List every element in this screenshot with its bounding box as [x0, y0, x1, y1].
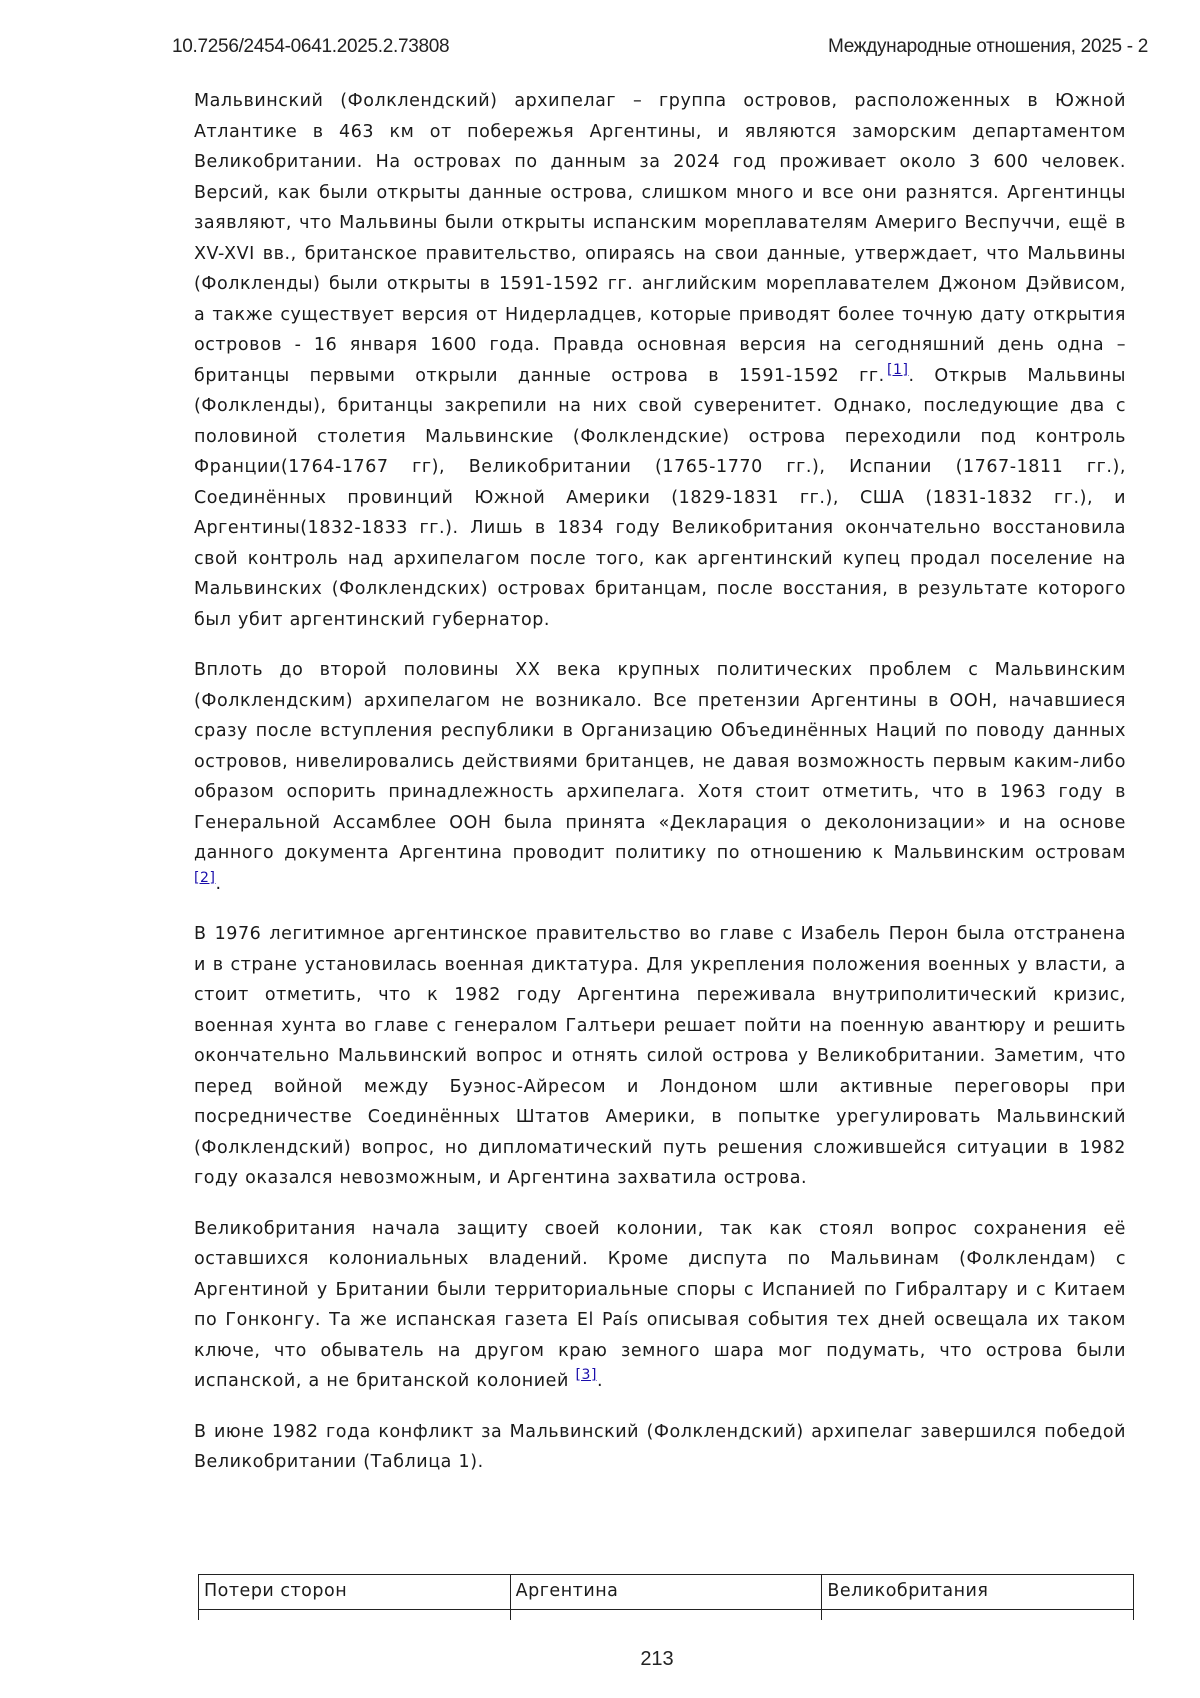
- table-row: [199, 1610, 1134, 1621]
- doi-label: 10.7256/2454-0641.2025.2.73808: [172, 36, 449, 58]
- table-header-cell: Аргентина: [510, 1575, 822, 1610]
- table-header-cell: Великобритания: [822, 1575, 1134, 1610]
- table-header-cell: Потери сторон: [199, 1575, 511, 1610]
- table-header-row: [199, 1575, 1134, 1610]
- page-number: 213: [0, 1648, 1200, 1671]
- footnote-link-3[interactable]: [3]: [576, 1367, 597, 1383]
- losses-table: [198, 1574, 1134, 1620]
- running-header: [172, 36, 1148, 58]
- paragraph: Мальвинский (Фолклендский) архипелаг – группа островов, расположенных в Южной Атлантике в 463 км от побережья Аргентины, и являются заморским департаментом Великобритании. На островах по данным за 2024 год проживает около 3 600 человек. Версий, как были открыты данные острова, слишком много и все они разнятся. Аргентинцы заявляют, что Мальвины были открыты испанским мореплавателям Америго Веспуччи, ещё в XV-XVI вв., британское правительство, опираясь на свои данные, утверждает, что Мальвины (Фолкленды) были открыты в 1591-1592 гг. английским мореплавателем Джоном Дэйвисом, а также существует версия от Нидерладцев, которые приводят более точную дату открытия островов - 16 января 1600 года. Правда основная версия на сегодняшний день одна – британцы первыми открыли данные острова в 1591-1592 гг. [1]. Открыв Мальвины (Фолкленды), британцы закрепили на них свой суверенитет. Однако, последующие два с половиной столетия Мальвинские (Фолклендские) острова переходили под контроль Франции(1764-1767 гг), Великобритании (1765-1770 гг.), Испании (1767-1811 гг.), Соединённых провинций Южной Америки (1829-1831 гг.), США (1831-1832 гг.), и Аргентины(1832-1833 гг.). Лишь в 1834 году Великобритания окончательно восстановила свой контроль над архипелагом после того, как аргентинский купец продал поселение на Мальвинских (Фолклендских) островах британцам, после восстания, в результате которого был убит аргентинский губернатор.: [194, 86, 1126, 635]
- paragraph: В июне 1982 года конфликт за Мальвинский (Фолклендский) архипелаг завершился победой Великобритании (Таблица 1).: [194, 1417, 1126, 1478]
- footnote-link-1[interactable]: [1]: [887, 362, 908, 378]
- paragraph: Великобритания начала защиту своей колонии, так как стоял вопрос сохранения её оставшихся колониальных владений. Кроме диспута по Мальвинам (Фолклендам) с Аргентиной у Британии были территориальные споры с Испанией по Гибралтару и с Китаем по Гонконгу. Та же испанская газета El País описывая события тех дней освещала их таком ключе, что обыватель на другом краю земного шара мог подумать, что острова были испанской, а не британской колонией [3].: [194, 1214, 1126, 1397]
- paragraph: В 1976 легитимное аргентинское правительство во главе с Изабель Перон была отстранена и в стране установилась военная диктатура. Для укрепления положения военных у власти, а стоит отметить, что к 1982 году Аргентина переживала внутриполитический кризис, военная хунта во главе с генералом Галтьери решает пойти на поенную авантюру и решить окончательно Мальвинский вопрос и отнять силой острова у Великобритании. Заметим, что перед войной между Буэнос-Айресом и Лондоном шли активные переговоры при посредничестве Соединённых Штатов Америки, в попытке урегулировать Мальвинский (Фолклендский) вопрос, но дипломатический путь решения сложившейся ситуации в 1982 году оказался невозможным, и Аргентина захватила острова.: [194, 919, 1126, 1194]
- paragraph: Вплоть до второй половины XX века крупных политических проблем с Мальвинским (Фолклендским) архипелагом не возникало. Все претензии Аргентины в ООН, начавшиеся сразу после вступления республики в Организацию Объединённых Наций по поводу данных островов, нивелировались действиями британцев, не давая возможность первым каким-либо образом оспорить принадлежность архипелага. Хотя стоит отметить, что в 1963 году в Генеральной Ассамблее ООН была принята «Декларация о деколонизации» и на основе данного документа Аргентина проводит политику по отношению к Мальвинским островам [2].: [194, 655, 1126, 899]
- article-body: [194, 86, 1126, 1498]
- footnote-link-2[interactable]: [2]: [194, 870, 215, 886]
- journal-label: Международные отношения, 2025 - 2: [828, 36, 1148, 58]
